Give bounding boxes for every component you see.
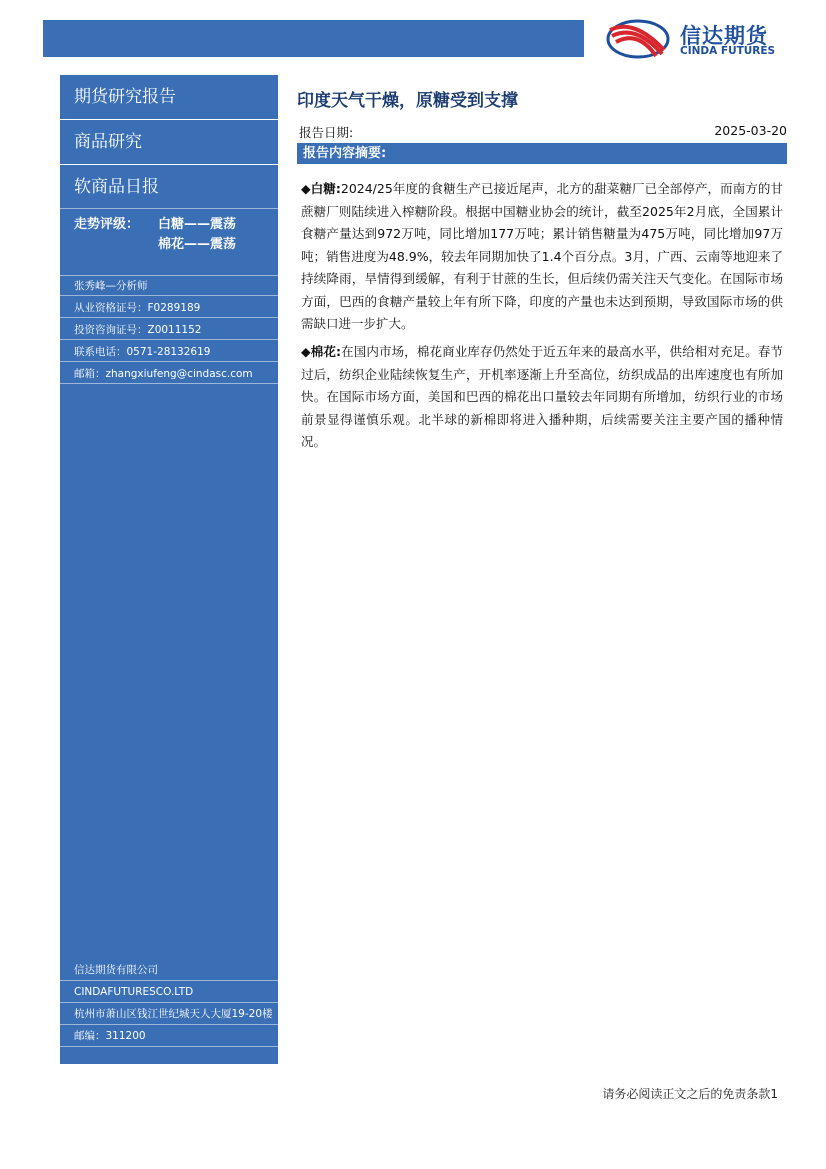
- divider: [60, 1046, 278, 1047]
- logo-cn-text: 信达期货: [680, 24, 768, 48]
- divider: [60, 317, 278, 318]
- divider: [60, 980, 278, 981]
- company-cn: 信达期货有限公司: [74, 964, 158, 976]
- contact-phone: 联系电话：0571-28132619: [74, 346, 211, 358]
- divider: [60, 1024, 278, 1025]
- divider: [60, 339, 278, 340]
- contact-email: 邮箱：zhangxiufeng@cindasc.com: [74, 368, 253, 380]
- rating-label: 走势评级：: [74, 217, 140, 232]
- disclaimer-note: 请务必阅读正文之后的免责条款1: [602, 1087, 778, 1101]
- divider: [60, 295, 278, 296]
- company-postcode: 邮编：311200: [74, 1030, 146, 1042]
- rating-block: [60, 209, 278, 265]
- cotton-paragraph: [301, 341, 783, 454]
- cinda-logo: [604, 16, 794, 62]
- report-title: 印度天气干燥，原糖受到支撑: [297, 91, 518, 111]
- sugar-paragraph: [301, 178, 783, 336]
- rating-sugar: 白糖——震荡: [158, 217, 237, 232]
- consulting-number: 投资咨询证号：Z0011152: [74, 324, 202, 336]
- report-date-label: 报告日期:: [299, 125, 354, 140]
- report-date-value: 2025-03-20: [714, 123, 787, 138]
- section-daily: 软商品日报: [74, 177, 159, 197]
- qualification-number: 从业资格证号：F0289189: [74, 302, 201, 314]
- logo-en-text: CINDA FUTURES: [680, 45, 776, 57]
- company-en: CINDAFUTURESCO.LTD: [74, 986, 194, 998]
- divider: [60, 361, 278, 362]
- cinda-logo-icon: [604, 16, 674, 62]
- sidebar: [60, 75, 278, 1064]
- divider: [60, 1002, 278, 1003]
- cotton-heading: ◆棉花:: [301, 344, 341, 359]
- rating-cotton: 棉花——震荡: [158, 237, 237, 252]
- report-date-row: [299, 123, 787, 141]
- cotton-text: 在国内市场，棉花商业库存仍然处于近五年来的最高水平，供给相对充足。春节过后，纺织企业陆续恢复生产，开机率逐渐上升至高位，纺织成品的出库速度也有所加快。在国际市场方面，美国和巴西的棉花出口量较去年同期有所增加，纺织行业的市场前景显得谨慎乐观。北半球的新棉即将进入播种期，后续需要关注主要产国的播种情况。: [301, 344, 783, 449]
- section-report-type: 期货研究报告: [60, 75, 278, 120]
- company-address: 杭州市萧山区钱江世纪城天人大厦19-20楼: [74, 1008, 273, 1020]
- sugar-text: 2024/25年度的食糖生产已接近尾声，北方的甜菜糖厂已全部停产，而南方的甘蔗糖厂则陆续进入榨糖阶段。根据中国糖业协会的统计，截至2025年2月底，全国累计食糖产量达到972万吨，同比增加177万吨；累计销售糖量为475万吨，同比增加97万吨；销售进度为48.9%，较去年同期加快了1.4个百分点。3月，广西、云南等地迎来了持续降雨，旱情得到缓解，有利于甘蔗的生长，但后续仍需关注天气变化。在国际市场方面，巴西的食糖产量较上年有所下降，印度的产量也未达到预期，导致国际市场的供需缺口进一步扩大。: [301, 181, 783, 331]
- divider: [60, 383, 278, 384]
- analyst-name: 张秀峰—分析师: [74, 280, 148, 292]
- header-bar: [43, 20, 584, 57]
- section-commodity: 商品研究: [60, 120, 278, 165]
- abstract-header: 报告内容摘要:: [297, 143, 787, 164]
- sugar-heading: ◆白糖:: [301, 181, 341, 196]
